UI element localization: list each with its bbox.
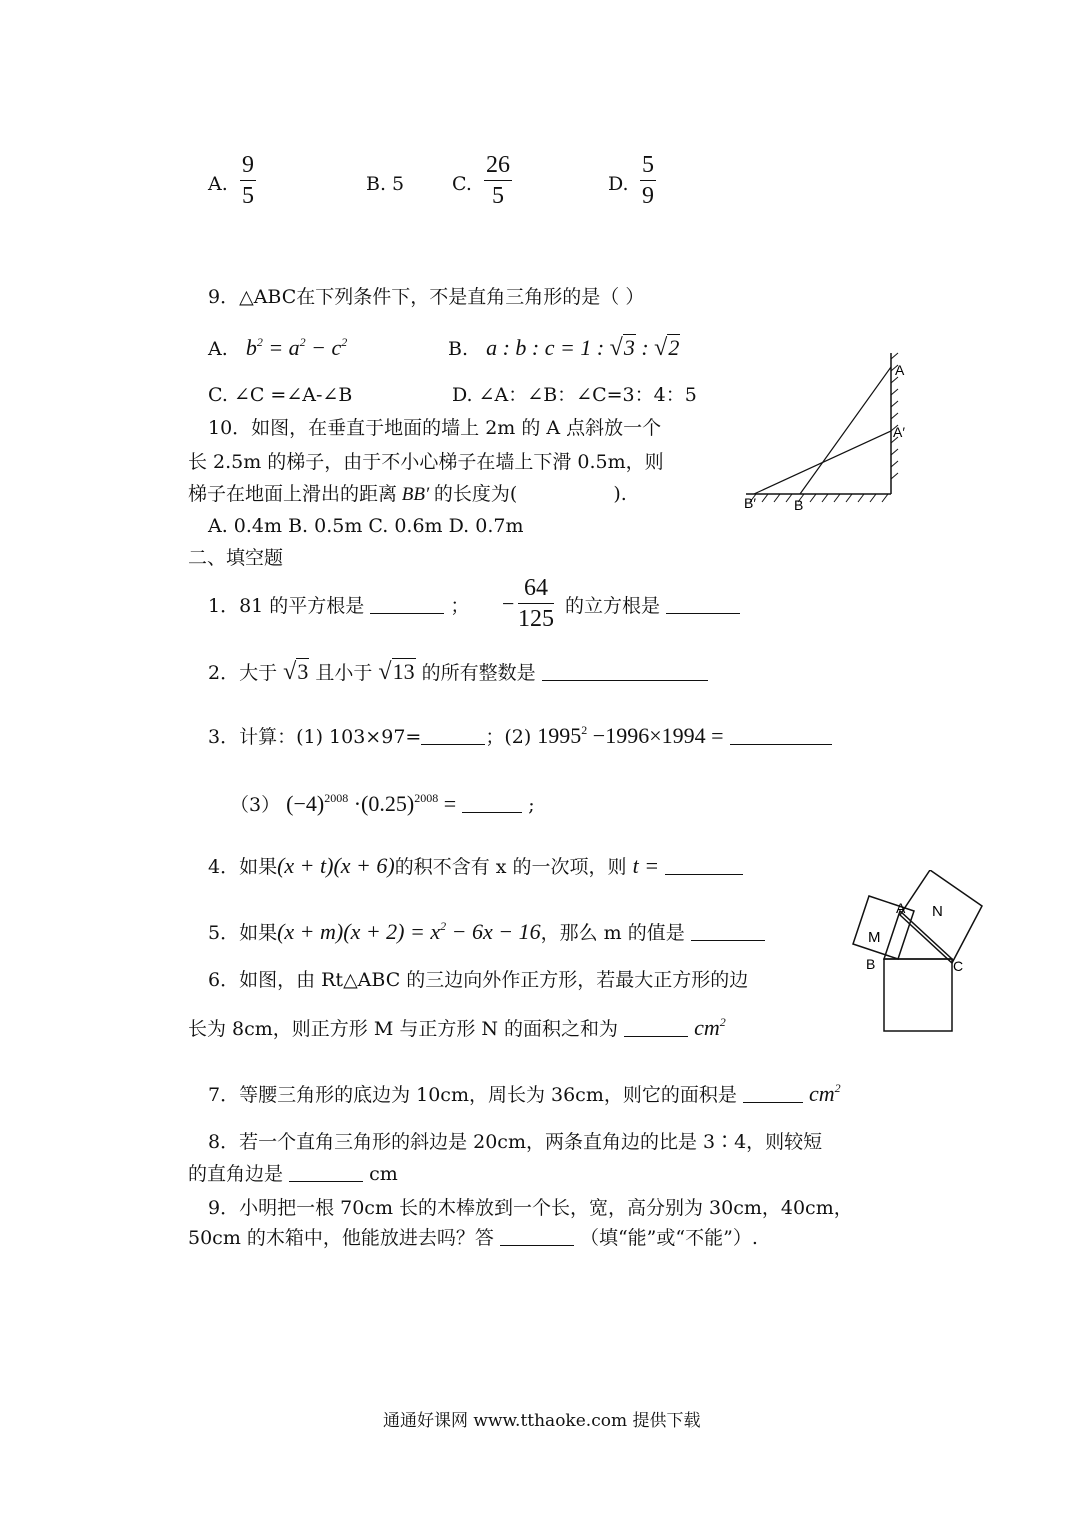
q9-option-a-formula: $b^2 = a^2 - c^2$ xyxy=(245,335,348,360)
fill9-line2: 50cm 的木箱中，他能放进去吗？答 （填“能”或“不能”）. xyxy=(188,1227,758,1249)
fill8-line2: 的直角边是 cm xyxy=(188,1163,398,1185)
ladder-figure xyxy=(738,345,918,515)
fill5: 5．如果$(x + m)(x + 2) = x^2 - 6x - 16$，那么 m 的值是 xyxy=(208,920,765,945)
fill1-minus: − xyxy=(502,591,515,616)
fill7-blank xyxy=(743,1084,803,1103)
q10-line3: 梯子在地面上滑出的距离 BB′ 的长度为( ). xyxy=(188,483,627,505)
q8-option-a-label: A. xyxy=(208,173,228,195)
fill5-blank xyxy=(691,922,765,941)
fill4: 4．如果(x + t)(x + 6)的积不含有 x 的一次项，则 t = xyxy=(208,854,743,879)
q9-option-b-label: B. xyxy=(448,338,469,360)
q8-option-c-fraction: 26 5 xyxy=(486,152,510,209)
footer-text: 通通好课网 www.tthaoke.com 提供下载 xyxy=(383,1411,701,1431)
fill9-blank xyxy=(500,1227,574,1246)
label-B: B xyxy=(866,956,876,972)
fill8-blank xyxy=(289,1163,363,1182)
fill3-blank2 xyxy=(730,726,832,745)
fill1-fraction: 64 125 xyxy=(518,575,554,632)
q9-option-b-formula: a : b : c = 1 : √3 : √2 xyxy=(486,335,680,361)
fill1-part2: 的立方根是 xyxy=(565,594,740,618)
ladder-original xyxy=(800,367,891,494)
q9-option-c: C. ∠C =∠A-∠B xyxy=(208,384,353,406)
label-A: A xyxy=(895,362,905,378)
label-A: A xyxy=(896,900,906,916)
fill9-line1: 9．小明把一根 70cm 长的木棒放到一个长，宽，高分别为 30cm，40cm， xyxy=(208,1197,853,1219)
square-large xyxy=(884,959,952,1031)
squares-figure xyxy=(846,870,986,1040)
fill1-part1: 1．81 的平方根是 ； xyxy=(208,595,470,617)
q9-option-a-label: A. xyxy=(208,338,228,360)
fill3-blank3 xyxy=(462,794,522,813)
fill6-line2: 长为 8cm，则正方形 M 与正方形 N 的面积之和为 $cm^2$ xyxy=(188,1015,726,1040)
q10-line2: 长 2.5m 的梯子，由于不小心梯子在墙上下滑 0.5m，则 xyxy=(188,451,664,473)
fill6-blank xyxy=(624,1018,688,1037)
fill3-part3: （3） $(-4)^{2008} \cdot(0.25)^{2008}$ = ; xyxy=(230,791,535,816)
fill1-blank1 xyxy=(370,595,444,614)
fill3: 3．计算：(1) 103×97= ；(2) 1995$^2$ −1996×1994 = xyxy=(208,724,832,749)
ground-hatch xyxy=(750,494,888,502)
fill8-line1: 8．若一个直角三角形的斜边是 20cm，两条直角边的比是 3∶4，则较短 xyxy=(208,1131,823,1153)
fill7: 7．等腰三角形的底边为 10cm，周长为 36cm，则它的面积是 $cm^2$ xyxy=(208,1081,841,1106)
q10-line1: 10．如图，在垂直于地面的墙上 2m 的 A 点斜放一个 xyxy=(208,417,662,439)
fill3-blank1 xyxy=(421,726,485,745)
fill2-blank xyxy=(542,662,708,681)
q9-option-d: D. ∠A：∠B：∠C=3：4：5 xyxy=(452,384,697,406)
label-C: C xyxy=(953,958,964,974)
q8-option-c-label: C. xyxy=(452,173,472,195)
fill6-line1: 6．如图，由 Rt△ABC 的三边向外作正方形，若最大正方形的边 xyxy=(208,969,749,991)
q8-option-d-label: D. xyxy=(608,173,629,195)
fill2: 2．大于 √3 且小于 √13 的所有整数是 xyxy=(208,660,708,685)
section-title-fill-blank: 二、填空题 xyxy=(188,547,284,569)
ladder-slid xyxy=(754,431,891,494)
label-B-prime: B′ xyxy=(744,495,756,511)
q9-stem: 9．△ABC在下列条件下，不是直角三角形的是（ ） xyxy=(208,286,645,308)
q10-options: A. 0.4m B. 0.5m C. 0.6m D. 0.7m xyxy=(208,515,524,537)
q8-option-a-fraction: 9 5 xyxy=(242,152,254,209)
q8-option-b: B. 5 xyxy=(366,173,405,195)
fill1-blank2 xyxy=(666,595,740,614)
label-A-prime: A′ xyxy=(893,424,905,440)
q8-option-d-fraction: 5 9 xyxy=(642,152,654,209)
q9-option-b xyxy=(448,336,680,361)
label-M: M xyxy=(868,929,881,946)
fill4-blank xyxy=(665,856,743,875)
label-B: B xyxy=(794,497,804,513)
label-N: N xyxy=(932,903,943,920)
q9-option-a xyxy=(208,336,347,361)
